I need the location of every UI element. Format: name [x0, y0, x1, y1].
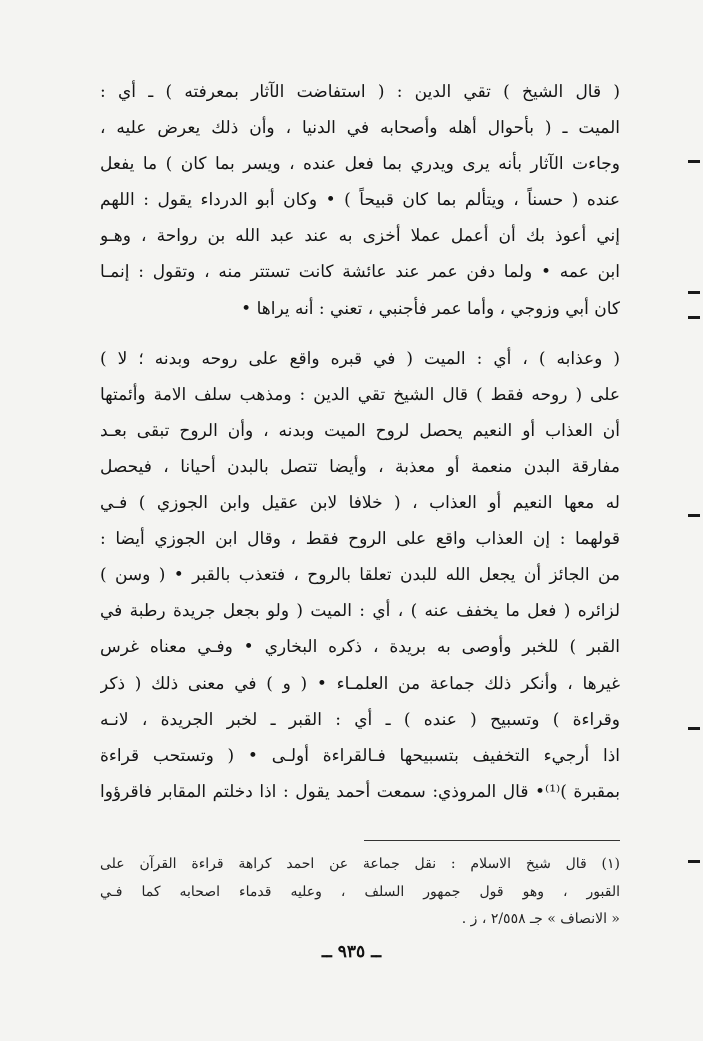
main-text	[100, 74, 620, 810]
margin-mark	[688, 291, 700, 294]
text-line: على ( روحه فقط ) قال الشيخ تقي الدين : ومذهب سلف الامة وأئمتها	[100, 384, 620, 405]
footnote-divider	[364, 840, 620, 841]
text-line: من الجائز أن يجعل الله للبدن تعلقا بالروح ، فتعذب بالقبر • ( وسن )	[100, 565, 620, 586]
text-line: وجاءت الآثار بأنه يرى ويدري بما فعل عنده ، ويسر بما كان ) ما يفعل	[100, 154, 620, 175]
text-line: أن العذاب أو النعيم يحصل لروح الميت وبدنه ، وأن الروح تبقى بعـد	[100, 420, 620, 441]
text-line: لزائره ( فعل ما يخفف عنه ) ، أي : الميت ( ولو بجعل جريدة رطبة في	[100, 601, 620, 622]
footnote-line: القبور ، وهو قول جمهور السلف ، وعليه قدماء اصحابه كما فـي	[100, 883, 620, 900]
text-line: له معها النعيم أو العذاب ، ( خلافا لابن عقيل وابن الجوزي ) فـي	[100, 493, 620, 514]
text-line: ( وعذابه ) ، أي : الميت ( في قبره واقع على روحه وبدنه ؛ لا )	[100, 348, 620, 369]
margin-mark	[688, 860, 700, 863]
text-line: قولهما : إن العذاب واقع على الروح فقط ، وقال ابن الجوزي أيضا :	[100, 529, 620, 550]
paragraph-2	[100, 341, 620, 810]
text-line: غيرها ، وأنكر ذلك جماعة من العلمـاء • ( و ) في معنى ذلك ( ذكر	[100, 673, 620, 694]
page-number: ــ ٩٣٥ ــ	[321, 942, 382, 962]
text-line: ابن عمه • ولما دفن عمر عند عائشة كانت تستتر منه ، وتقول : إنمـا	[100, 262, 620, 283]
margin-mark	[688, 514, 700, 517]
text-line: الميت ـ ( بأحوال أهله وأصحابه في الدنيا ، وأن ذلك يعرض عليه ،	[100, 118, 620, 139]
text-line: عنده ( حسناً ، ويتألم بما كان قبيحاً ) • وكان أبو الدرداء يقول : اللهم	[100, 190, 620, 211]
text-line: بمقبرة )⁽¹⁾• قال المروذي: سمعت أحمد يقول : اذا دخلتم المقابر فاقرؤوا	[100, 781, 620, 802]
margin-mark	[688, 316, 700, 319]
text-line: كان أبي وزوجي ، وأما عمر فأجنبي ، تعني : أنه يراها •	[241, 298, 620, 319]
paragraph-1	[100, 74, 620, 327]
margin-mark	[688, 160, 700, 163]
text-line: وقراءة ) وتسبيح ( عنده ) ـ أي : القبر ـ لخبر الجريدة ، لانـه	[100, 709, 620, 730]
margin-mark	[688, 727, 700, 730]
text-line: ( قال الشيخ ) تقي الدين : ( استفاضت الآثار بمعرفته ) ـ أي :	[100, 82, 620, 102]
footnote	[100, 851, 620, 934]
footnote-line: « الانصاف » جـ ٢/٥٥٨ ، ز .	[461, 911, 620, 927]
footnote-line: (١) قال شيخ الاسلام : نقل جماعة عن احمد كراهة قراءة القرآن على	[100, 856, 620, 872]
text-line: مفارقة البدن منعمة أو معذبة ، وأيضا تتصل بالبدن أحيانا ، فيحصل	[100, 456, 620, 477]
text-line: إني أعوذ بك أن أعمل عملا أخزى به عند عبد الله بن رواحة ، وهـو	[100, 226, 620, 247]
text-line: القبر ) للخبر وأوصى به بريدة ، ذكره البخاري • وفـي معناه غرس	[100, 637, 620, 658]
text-line: اذا أرجيء التخفيف بتسبيحها فـالقراءة أولـى • ( وتستحب قراءة	[100, 745, 620, 766]
